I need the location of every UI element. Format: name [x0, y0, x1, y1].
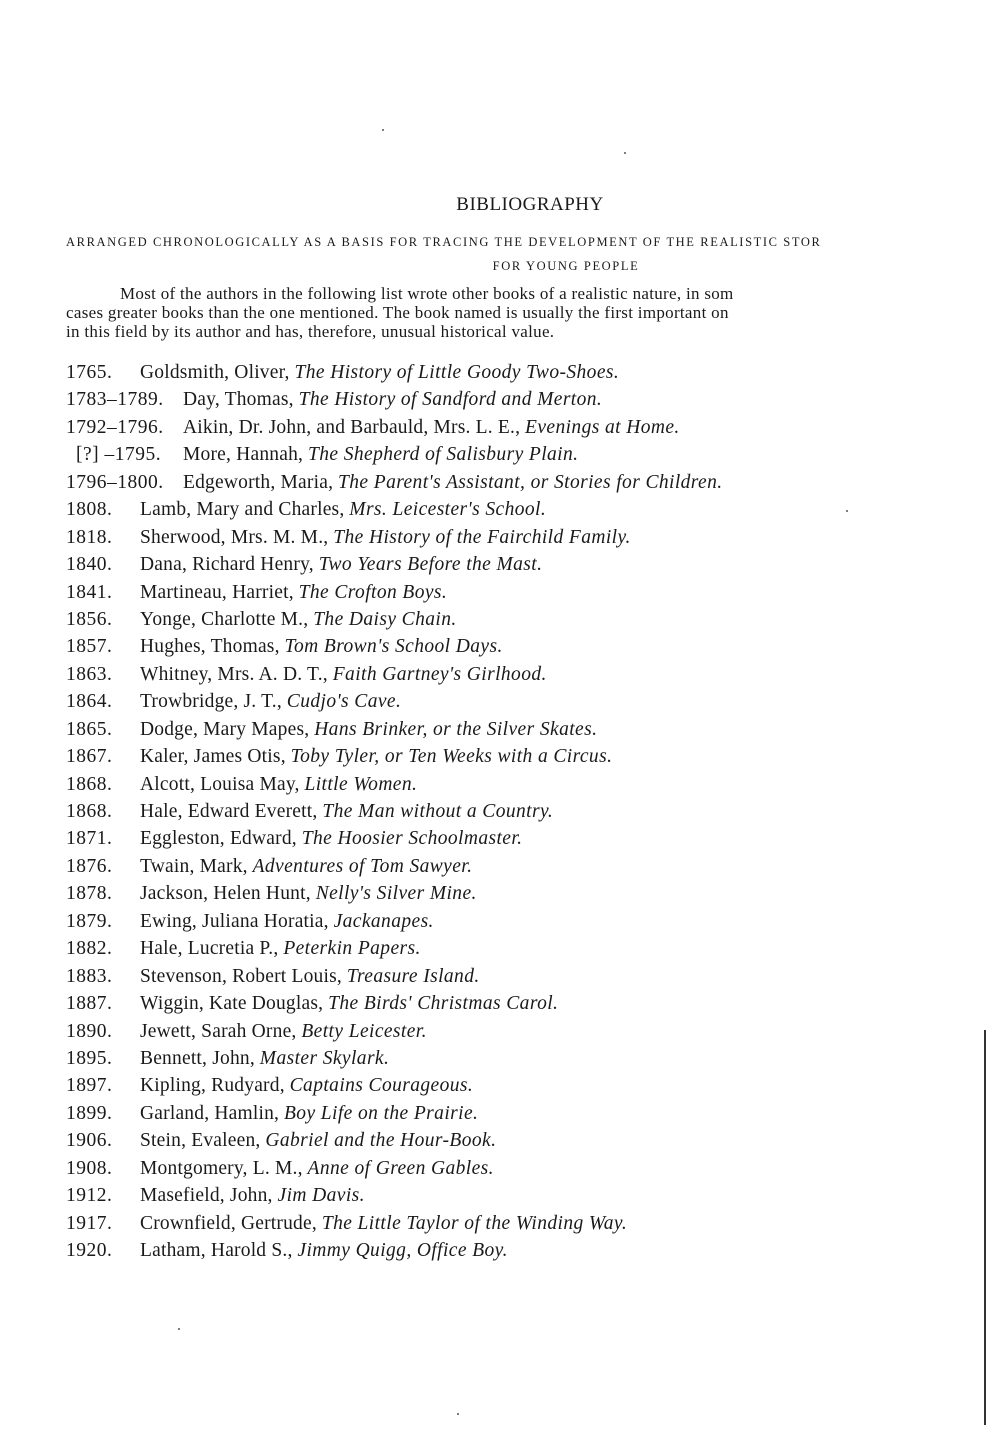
- entry-year: 1879.: [66, 910, 113, 932]
- entry-year: [?] –1795.: [76, 444, 162, 466]
- bibliography-entry: [66, 633, 966, 660]
- entry-author: Stevenson, Robert Louis,: [140, 965, 342, 987]
- bibliography-entry: [66, 414, 966, 441]
- intro-line: cases greater books than the one mentioned. The book named is usually the first important on: [66, 303, 729, 322]
- entry-year: 1920.: [66, 1240, 113, 1261]
- scan-speck: [457, 1413, 459, 1415]
- entry-author: Edgeworth, Maria,: [183, 471, 334, 493]
- bibliography-entry: [66, 1100, 966, 1127]
- entry-title: Jimmy Quigg, Office Boy.: [297, 1240, 508, 1261]
- entry-title: The Man without a Country.: [322, 801, 554, 822]
- page-title: BIBLIOGRAPHY: [456, 194, 604, 215]
- bibliography-entry: [66, 524, 966, 551]
- entry-author: Twain, Mark,: [140, 855, 248, 877]
- entry-author: Stein, Evaleen,: [140, 1130, 261, 1152]
- entry-title: The Shepherd of Salisbury Plain.: [307, 444, 579, 466]
- entry-author: Sherwood, Mrs. M. M.,: [140, 526, 329, 548]
- bibliography-entry: [66, 1182, 966, 1209]
- entry-author: Bennett, John,: [140, 1047, 255, 1069]
- entry-title: Adventures of Tom Sawyer.: [252, 855, 473, 877]
- bibliography-entry: [66, 990, 966, 1017]
- entry-author: Hale, Edward Everett,: [140, 801, 318, 822]
- entry-author: Eggleston, Edward,: [140, 828, 297, 850]
- bibliography-entry: [66, 963, 966, 990]
- bibliography-entry: [66, 551, 966, 578]
- entry-title: Cudjo's Cave.: [286, 691, 402, 713]
- entry-year: 1783–1789.: [66, 389, 164, 411]
- entry-year: 1917.: [66, 1212, 113, 1234]
- entry-title: Tom Brown's School Days.: [284, 636, 503, 658]
- bibliography-entry: [66, 1045, 966, 1072]
- entry-year: 1906.: [66, 1130, 113, 1152]
- entry-year: 1865.: [66, 718, 113, 740]
- entry-title: Boy Life on the Prairie.: [284, 1102, 479, 1124]
- entry-author: Trowbridge, J. T.,: [140, 691, 282, 713]
- bibliography-entry: [66, 359, 966, 386]
- bibliography-entry: [66, 1127, 966, 1154]
- bibliography-entry: [66, 1155, 966, 1182]
- entry-year: 1856.: [66, 608, 113, 630]
- subheading-line-1: ARRANGED CHRONOLOGICALLY AS A BASIS FOR TRACING THE DEVELOPMENT OF THE REALISTIC STOR: [66, 235, 822, 249]
- entry-title: The History of Sandford and Merton.: [298, 389, 603, 411]
- entry-year: 1895.: [66, 1047, 113, 1069]
- entry-title: Nelly's Silver Mine.: [315, 883, 477, 905]
- bibliography-entry: [66, 825, 966, 852]
- bibliography-entry: [66, 1018, 966, 1045]
- entry-author: Ewing, Juliana Horatia,: [140, 910, 329, 932]
- entry-year: 1887.: [66, 993, 113, 1015]
- entry-author: Alcott, Louisa May,: [140, 773, 300, 795]
- bibliography-list: [66, 359, 966, 1264]
- entry-author: Garland, Hamlin,: [140, 1102, 280, 1124]
- bibliography-entry: [66, 908, 966, 935]
- bibliography-entry: [66, 579, 966, 606]
- bibliography-entry: [66, 716, 966, 743]
- entry-title: Faith Gartney's Girlhood.: [332, 663, 547, 685]
- entry-author: Latham, Harold S.,: [140, 1240, 293, 1261]
- entry-title: The History of the Fairchild Family.: [333, 526, 631, 548]
- entry-year: 1908.: [66, 1157, 113, 1179]
- scan-speck: [624, 152, 626, 154]
- entry-author: Goldsmith, Oliver,: [140, 362, 290, 383]
- entry-author: Martineau, Harriet,: [140, 581, 294, 603]
- entry-title: Mrs. Leicester's School.: [349, 499, 547, 521]
- entry-year: 1841.: [66, 581, 113, 603]
- entry-author: Jackson, Helen Hunt,: [140, 883, 311, 905]
- entry-author: Kaler, James Otis,: [140, 746, 286, 768]
- entry-author: Masefield, John,: [140, 1185, 273, 1207]
- entry-author: Kipling, Rudyard,: [140, 1075, 285, 1097]
- entry-year: 1808.: [66, 499, 113, 521]
- scan-speck: [178, 1328, 180, 1330]
- entry-author: Whitney, Mrs. A. D. T.,: [140, 663, 328, 685]
- entry-year: 1882.: [66, 938, 113, 960]
- entry-title: Jackanapes.: [333, 910, 434, 932]
- entry-author: Dodge, Mary Mapes,: [140, 718, 310, 740]
- entry-title: The Parent's Assistant, or Stories for Children.: [338, 471, 723, 493]
- entry-title: Toby Tyler, or Ten Weeks with a Circus.: [290, 746, 613, 768]
- bibliography-entry: [66, 496, 966, 523]
- entry-year: 1857.: [66, 636, 113, 658]
- bibliography-entry: [66, 1237, 966, 1264]
- entry-year: 1840.: [66, 554, 113, 576]
- entry-year: 1876.: [66, 855, 113, 877]
- entry-title: Hans Brinker, or the Silver Skates.: [314, 718, 598, 740]
- bibliography-entry: [66, 1210, 966, 1237]
- subheading-line-2: FOR YOUNG PEOPLE: [492, 259, 640, 273]
- entry-year: 1867.: [66, 746, 113, 768]
- entry-year: 1871.: [66, 828, 113, 850]
- entry-title: Gabriel and the Hour-Book.: [265, 1130, 497, 1152]
- intro-paragraph: [66, 284, 982, 341]
- entry-title: The Little Taylor of the Winding Way.: [321, 1212, 628, 1234]
- entry-year: 1878.: [66, 883, 113, 905]
- entry-author: Lamb, Mary and Charles,: [140, 499, 345, 521]
- entry-author: Hughes, Thomas,: [140, 636, 280, 658]
- bibliography-entry: [66, 935, 966, 962]
- entry-author: More, Hannah,: [183, 444, 304, 466]
- entry-author: Jewett, Sarah Orne,: [140, 1020, 297, 1042]
- bibliography-entry: [66, 798, 966, 825]
- entry-title: The Birds' Christmas Carol.: [328, 993, 559, 1015]
- entry-title: Betty Leicester.: [301, 1020, 427, 1042]
- bibliography-entry: [66, 743, 966, 770]
- entry-year: 1863.: [66, 663, 113, 685]
- entry-year: 1883.: [66, 965, 113, 987]
- entry-title: Treasure Island.: [346, 965, 480, 987]
- entry-year: 1765.: [66, 362, 113, 383]
- entry-year: 1899.: [66, 1102, 113, 1124]
- entry-title: Evenings at Home.: [525, 416, 680, 438]
- entry-title: Two Years Before the Mast.: [318, 554, 543, 576]
- scan-speck: [382, 129, 384, 131]
- entry-year: 1868.: [66, 773, 113, 795]
- bibliography-entry: [66, 386, 966, 413]
- bibliography-entry: [66, 771, 966, 798]
- bibliography-entry: [66, 661, 966, 688]
- bibliography-entry: [66, 1072, 966, 1099]
- entry-author: Day, Thomas,: [183, 389, 294, 411]
- bibliography-entry: [66, 441, 966, 468]
- entry-title: Anne of Green Gables.: [307, 1157, 494, 1179]
- entry-title: Little Women.: [304, 773, 418, 795]
- entry-author: Hale, Lucretia P.,: [140, 938, 279, 960]
- entry-year: 1890.: [66, 1020, 113, 1042]
- bibliography-entry: [66, 853, 966, 880]
- bibliography-entry: [66, 469, 966, 496]
- entry-title: The Hoosier Schoolmaster.: [301, 828, 523, 850]
- intro-line: Most of the authors in the following list wrote other books of a realistic nature, in som: [120, 284, 734, 303]
- entry-title: The Crofton Boys.: [298, 581, 448, 603]
- entry-year: 1818.: [66, 526, 113, 548]
- entry-year: 1864.: [66, 691, 113, 713]
- entry-author: Montgomery, L. M.,: [140, 1157, 303, 1179]
- entry-title: Peterkin Papers.: [283, 938, 421, 960]
- entry-title: The Daisy Chain.: [313, 608, 457, 630]
- entry-title: Captains Courageous.: [289, 1075, 474, 1097]
- scan-edge-line: [984, 1030, 986, 1425]
- entry-year: 1796–1800.: [66, 471, 164, 493]
- intro-line: in this field by its author and has, therefore, unusual historical value.: [66, 322, 555, 341]
- bibliography-entry: [66, 880, 966, 907]
- entry-year: 1897.: [66, 1075, 113, 1097]
- bibliography-entry: [66, 606, 966, 633]
- entry-year: 1868.: [66, 801, 113, 822]
- entry-year: 1912.: [66, 1185, 113, 1207]
- entry-year: 1792–1796.: [66, 416, 164, 438]
- entry-author: Aikin, Dr. John, and Barbauld, Mrs. L. E.,: [183, 416, 521, 438]
- entry-title: The History of Little Goody Two-Shoes.: [294, 362, 620, 383]
- entry-author: Yonge, Charlotte M.,: [140, 608, 309, 630]
- entry-title: Jim Davis.: [277, 1185, 365, 1207]
- entry-title: Master Skylark.: [259, 1047, 390, 1069]
- bibliography-entry: [66, 688, 966, 715]
- entry-author: Crownfield, Gertrude,: [140, 1212, 317, 1234]
- entry-author: Wiggin, Kate Douglas,: [140, 993, 324, 1015]
- entry-author: Dana, Richard Henry,: [140, 554, 314, 576]
